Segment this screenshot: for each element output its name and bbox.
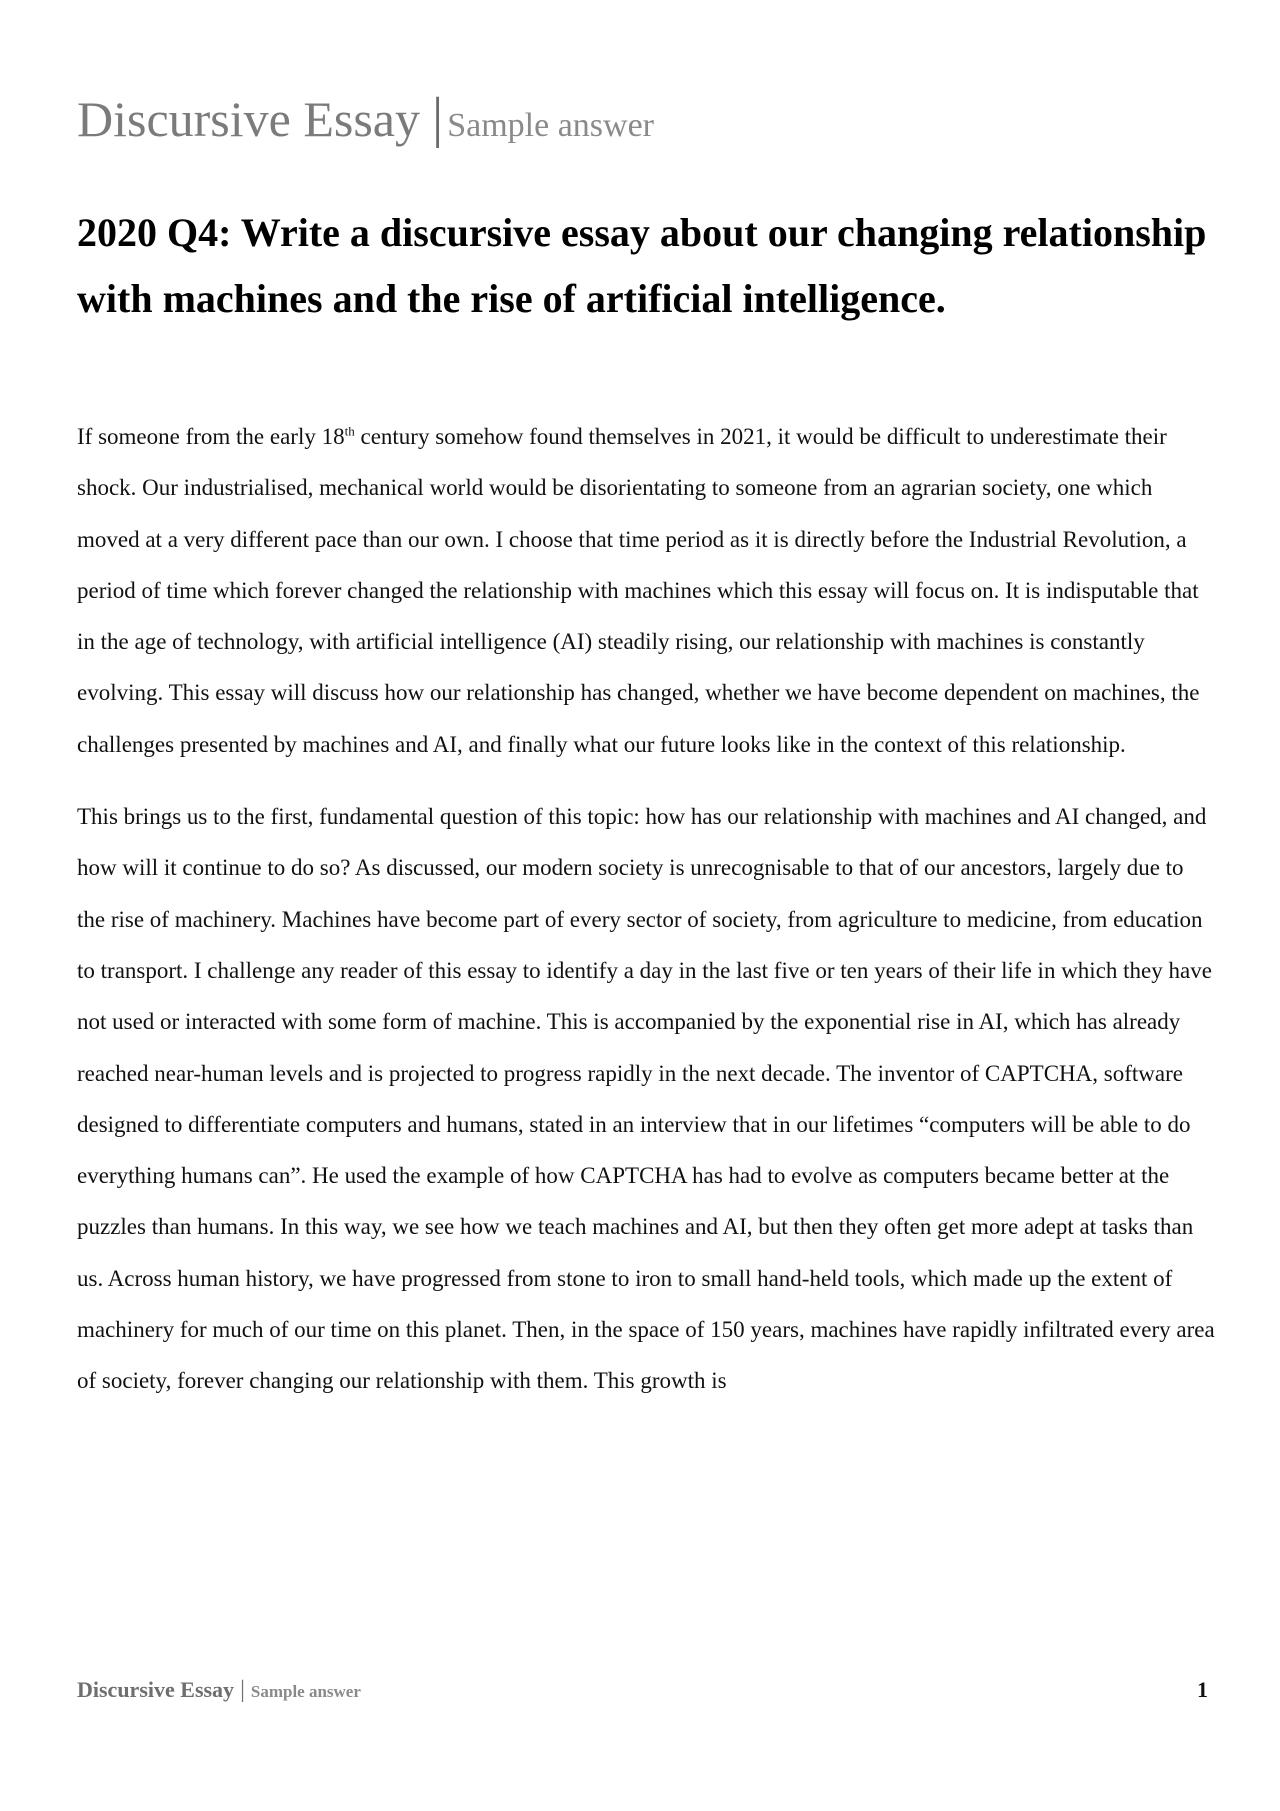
paragraph-text: century somehow found themselves in 2021, it would be difficult to underestimate their shock. Our industrialised, mechanical world would be disorientating to someone from an agrarian society, one which moved at a very different pace than our own. I choose that time period as it is directly before the Industrial Revolution, a period of time which forever changed the relationship with machines which this essay will focus on. It is indisputable that in the age of technology, with artificial intelligence (AI) steadily rising, our relationship with machines is constantly evolving. This essay will discuss how our relationship has changed, whether we have become dependent on machines, the challenges presented by machines and AI, and finally what our future looks like in the context of this relationship.: [77, 424, 1200, 757]
header-separator: |: [432, 87, 444, 149]
footer-title: Discursive Essay: [77, 1677, 235, 1702]
page-number: 1: [1197, 1677, 1208, 1702]
header-title: Discursive Essay: [77, 91, 420, 147]
paragraph-introduction: [77, 411, 1217, 770]
essay-body: [77, 411, 1217, 1428]
footer-separator: |: [240, 1677, 245, 1703]
paragraph-body: This brings us to the first, fundamental question of this topic: how has our relationship with machines and AI changed, and how will it continue to do so? As discussed, our modern society is unrecognisable to that of our ancestors, largely due to the rise of machinery. Machines have become part of every sector of society, from agriculture to medicine, from education to transport. I challenge any reader of this essay to identify a day in the last five or ten years of their life in which they have not used or interacted with some form of machine. This is accompanied by the exponential rise in AI, which has already reached near-human levels and is projected to progress rapidly in the next decade. The inventor of CAPTCHA, software designed to differentiate computers and humans, stated in an interview that in our lifetimes “computers will be able to do everything humans can”. He used the example of how CAPTCHA has had to evolve as computers became better at the puzzles than humans. In this way, we see how we teach machines and AI, but then they often get more adept at tasks than us. Across human history, we have progressed from stone to iron to small hand-held tools, which made up the extent of machinery for much of our time on this planet. Then, in the space of 150 years, machines have rapidly infiltrated every area of society, forever changing our relationship with them. This growth is: [77, 804, 1215, 1394]
header-subtitle: Sample answer: [447, 107, 654, 144]
essay-question: 2020 Q4: Write a discursive essay about our changing relationship with machines and the rise of artificial intelligence.: [77, 210, 1207, 321]
footer-subtitle: Sample answer: [250, 1682, 361, 1701]
page-header: [77, 86, 654, 150]
paragraph-text: If someone from the early 18: [77, 424, 345, 449]
ordinal-suffix: th: [344, 423, 355, 439]
page-footer: [77, 1677, 361, 1704]
